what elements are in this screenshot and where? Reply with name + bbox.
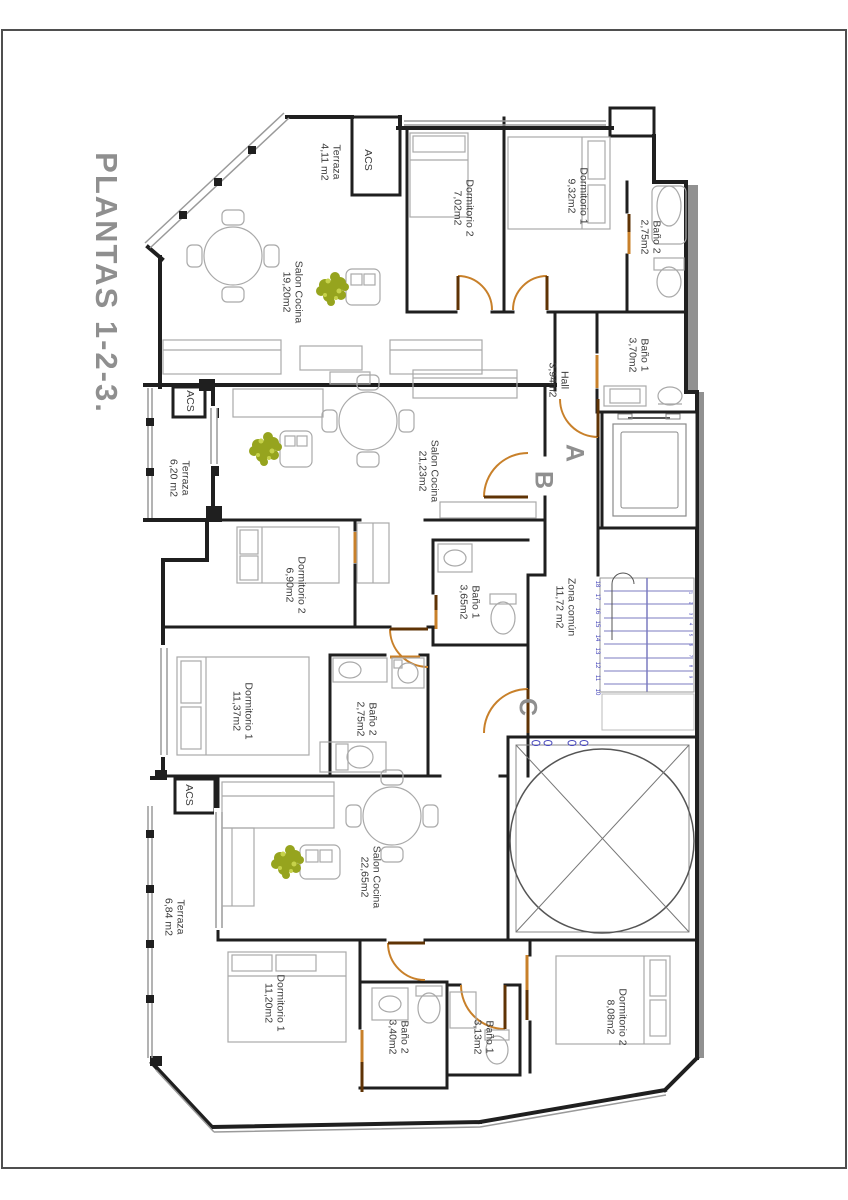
stair-number: 15	[594, 620, 600, 628]
doors	[355, 214, 629, 1092]
furniture	[163, 133, 686, 1064]
room-label-bano2-a: Baño 2 2,75m2	[638, 219, 663, 255]
page-title: PLANTAS 1-2-3.	[89, 152, 124, 414]
stair-number: 6	[688, 643, 694, 647]
room-label-salon-a: Salon Cocina 19,20m2	[280, 260, 305, 324]
room-label-zona-comun: Zona común 11,72 m2	[553, 577, 578, 637]
room-label-bano1-c: Baño 1 3,13m2	[471, 1019, 496, 1055]
stair-number: 14	[594, 634, 600, 642]
stair-number: 5	[688, 633, 694, 637]
room-label-terraza-a: Terraza 4,11 m2	[318, 143, 343, 181]
room-label-terraza-c: Terraza 6,84 m2	[162, 898, 187, 936]
room-label-bano2-b: Baño 2 2,75m2	[354, 701, 379, 737]
stair-number: 4	[688, 622, 694, 626]
room-label-salon-c: Salon Cocina 22,65m2	[358, 845, 383, 909]
stair-number: 10	[594, 688, 600, 696]
room-label-dormitorio1-b: Dormitorio 1 11,37m2	[230, 682, 255, 740]
stair-number: 9	[688, 675, 694, 679]
room-label-salon-b: Salon Cocina 21,23m2	[416, 439, 441, 503]
room-label-dormitorio1-c: Dormitorio 1 11,20m2	[262, 974, 287, 1032]
apartment-letter-c: C	[513, 697, 542, 717]
room-label-acs-c: ACS	[183, 784, 196, 806]
room-label-hall-a: Hall 3,94m2	[546, 362, 571, 398]
room-label-acs-b: ACS	[184, 390, 197, 412]
staircase	[600, 573, 694, 730]
elevator	[602, 412, 697, 528]
stair-number: 1	[688, 591, 694, 595]
stair-number: 7	[688, 654, 694, 658]
room-label-dormitorio2-b: Dormitorio 2 6,90m2	[283, 556, 308, 614]
stair-number: 11	[594, 674, 600, 682]
stair-number: 12	[594, 661, 600, 669]
stair-number: 16	[594, 607, 600, 615]
stair-number: 8	[688, 664, 694, 668]
room-label-terraza-b: Terraza 6,20 m2	[167, 459, 192, 497]
apartment-letter-a: A	[560, 443, 589, 463]
apartment-letter-b: B	[529, 470, 558, 490]
stair-number: 18	[594, 580, 600, 588]
room-label-dormitorio2-c: Dormitorio 2 8,08m2	[604, 988, 629, 1046]
stair-number: 3	[688, 612, 694, 616]
room-label-bano1-b: Baño 1 3,65m2	[457, 584, 482, 620]
room-label-dormitorio2-a: Dormitorio 2 7,02m2	[451, 179, 476, 237]
room-label-bano2-c: Baño 2 3,40m2	[386, 1019, 411, 1055]
room-label-dormitorio1-a: Dormitorio 1 9,32m2	[565, 167, 590, 225]
dining-tables	[187, 210, 438, 862]
room-label-bano1-a: Baño 1 3,70m2	[626, 337, 651, 373]
stair-number: 2	[688, 601, 694, 605]
room-label-acs-a: ACS	[362, 149, 375, 171]
stair-number: 17	[594, 593, 600, 601]
patio-lightwell	[510, 741, 694, 934]
stair-number: 13	[594, 647, 600, 655]
